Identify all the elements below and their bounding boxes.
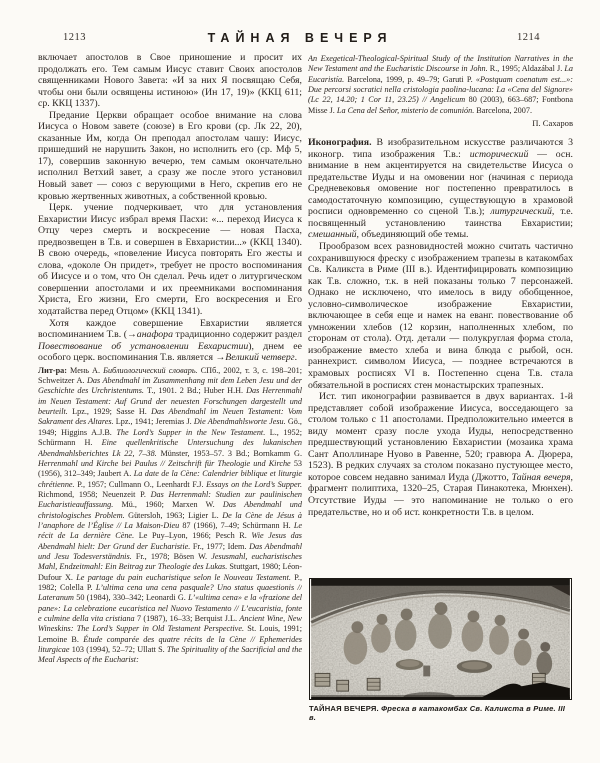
bibliography-continued: An Exegetical-Theological-Spiritual Study of the Institution Narratives in the New Testament and the Eucharistic Discourse in John. R., 1995; Aldazábal J. La Eucaristía. Barcelona, 1999, p. 49–79; Garuti P. «Postquam coenatum est...»: Due percorsi socratici nella cristologia paolina-lucana: La «Cena del Signore» (Lc 22, 14.20; 1 Cor 11, 23.25) // Angelicum 80 (2003), 663–687; Fontbona Misse J. La Cena del Señor, misterio de comunión. Barcelona, 2007. xyxy=(308,54,573,115)
page-number-right: 1214 xyxy=(517,32,540,43)
iconography-paragraph: Прообразом всех разновидностей можно считать частично сохранившуюся фреску с изображением трапезы в катакомбах Св. Каликста в Риме (III в.). Идентифицировать композицию как Т.в. сложно, т.к. в ней показаны только 7 персонажей. Однако не исключено, что имелось в виду обобщенное, условно-символическое изображение Евхаристии, включающее в себя еще и намек на еванг. повествование об умножении хлебов (12 корзин, наполненных хлебом, по сторонам от стола). Отд. детали — полукруглая форма стола, изображение вместо хлеба и вина блюда с рыбой, осн. раннехрист. символом Иисуса, — позднее встречаются в храмовых росписях VI в. Постепенно сцена Т.в. стала обязательной в росписях стен монастырских трапезных. xyxy=(308,240,573,391)
author-signature: П. Сахаров xyxy=(532,118,573,129)
right-column xyxy=(308,52,573,572)
paragraph: Хотя каждое совершение Евхаристии является воспоминанием Т.в. (→анафора традиционно содержит раздел Повествование об установлении Евхаристии), днем ее особого церк. воспоминания Т.в. является →Великий четверг. xyxy=(38,317,302,364)
paragraph-continuation: включает апостолов в Свое приношение и просит их продолжать его. Тем самым Иисус ставит Своих апостолов священниками Нового Завета: «И за них Я посвящаю Себя, чтобы они были освящены истиною» (Ин 17, 19)» (ККЦ 611; ср. ККЦ 1337). xyxy=(38,52,302,110)
iconography-paragraph: Ист. тип иконографии развивается в двух вариантах. 1-й представляет собой изображение Иисуса, восседающего за столом только с 11 апостолами. Предположительно имеется в виду момент сразу после ухода Иуды, непосредственно предшествующий установлению Евхаристии (мозаика храма Сант Аполлинаре Нуово в Равенне, 520; гравюра А. Дюрера, 1523). В редких случаях за столом показано пустующее место, которое совсем недавно занимал Иуда (Джотто, Тайная вечеря, фрагмент полиптиха, 1320–25, Старая Пинакотека, Мюнхен). Отсутствие Иуды — это напоминание не только о его предательстве, но и об ист. конкретности Т.в. в целом. xyxy=(308,391,573,518)
paragraph: Предание Церкви обращает особое внимание на слова Иисуса о Новом завете (союзе) в Его крови (ср. Лк 22, 20), сказанные Им, когда Он преподал апостолам чашу: Иисус, пришедший не нарушить Закон, но исполнить его (ср. Мф 5, 17), совершив законную вечерю, тем самым окончательно исполнил Ветхий завет, а сразу же после этого установил Новый завет — союз с верующими в Него, скрепив его не кровью жертвенных животных, а собственной кровью. xyxy=(38,109,302,202)
paragraph: Церк. учение подчеркивает, что для установления Евхаристии Иисус избрал время Пасхи: «... переход Иисуса к Отцу через смерть и воскресение — новая Пасха, предвозвещен в Т.в. и совершен в Евхаристии...» (ККЦ 1340). В свою очередь, «повеление Иисуса повторять Его жесты и слова, «доколе Он придет», требует не просто воспоминания об Иисусе и о том, что Он сделал. Речь идет о литургическом совершении апостолами и их преемниками воспоминания Христа, Его жизни, Его смерти, Его воскресения и Его ходатайства перед Отцом» (ККЦ 1341). xyxy=(38,202,302,318)
left-column xyxy=(38,52,302,724)
figure-caption: ТАЙНАЯ ВЕЧЕРЯ. Фреска в катакомбах Св. Каликста в Риме. III в. xyxy=(309,704,566,722)
fresco-image xyxy=(309,578,572,700)
bibliography: Лит-ра: Мень А. Библиологический словарь. СПб., 2002, т. 3, с. 198–201; Schweitzer A. Das Abendmahl im Zusammenhang mit dem Leben Jesu und der Geschichte des Urchristentums. T., 1901. 2 Bd.; Huber H.H. Das Herrenmahl im Neuen Testament: Auf Grund der neuesten Forschungen dargestellt und beurteilt. Lpz., 1929; Sasse H. Das Abendmahl im Neuen Testament: Vom Sakrament des Altares. Lpz., 1941; Jeremias J. Die Abendmahlsworte Jesu. Gö., 1949; Higgins A.J.B. The Lord’s Supper in the New Testament. L., 1952; Schürmann H. Eine quellenkritische Untersuchung des lukanischen Abendmahlsberichtes Lk 22, 7–38. Münster, 1953–57. 3 Bd.; Bornkamm G. Herrenmahl und Kirche bei Paulus // Zeitschrift für Theologie und Kirche 53 (1956), 312–349; Jaubert A. La date de la Cène: Calendrier biblique et liturgie chrétienne. P., 1957; Cullmann O., Leenhardt F.J. Essays on the Lord’s Supper. Richmond, 1958; Neuenzeit P. Das Herrenmahl: Studien zur paulinischen Eucharistieauffassung. Mü., 1960; Marxen W. Das Abendmahl und christologisches Problem. Gütersloh, 1963; Ligier L. De la Cène de Jésus à l’anaphore de l’Église // La Maison-Dieu 87 (1966), 7–49; Schürmann H. Le récit de La dernière Cène. Le Puy–Lyon, 1966; Pesch R. Wie Jesus das Abendmahl hielt: Der Grund der Eucharistie. Fr., 1977; Idem. Das Abendmahl und Jesu Todesverständnis. Fr., 1978; Bösen W. Jesusmahl, eucharistisches Mahl, Endzeitmahl: Ein Beitrag zur Theologie des Lukas. Stuttgart, 1980; Léon-Dufour X. Le partage du pain eucharistique selon le Nouveau Testament. P., 1982; Colella P. L’ultima cena una cena pasquale? Uno status quaestionis // Lateranum 50 (1984), 330–342; Leonardi G. L’«ultima cena» e la «frazione del pane»: La celebrazione eucaristica nel Nuovo Testamento // L’eucaristia, fonte e culmine della vita cristiana 7 (1987), 16–33; Berquist J.L. Ancient Wine, New Wineskins: The Lord’s Supper in Old Testament Perspective. St. Louis, 1991; Lemoine B. Étude comparée des quatre récits de la Cène // Ephemerides liturgicae 103 (1994), 52–72; Ullatt S. The Spirituality of the Sacrificial and the Meal Aspects of the Eucharist: xyxy=(38,365,302,665)
iconography-paragraph: Иконография. В изобразительном искусстве различаются 3 иконогр. типа изображения Т.в.: исторический — осн. внимание в нем акцентируется на свидетельстве Иисуса о предательстве Иуды и на омовении ног (начиная с периода Средневековья омовение ног постепенно превратилось в самодостаточную композицию, существующую в храмовой росписи одновременно со сценой Т.в.); литургический, т.е. посвященный установлению таинства Евхаристии; смешанный, объединяющий обе темы. xyxy=(308,137,573,241)
page-title: ТАЙНАЯ ВЕЧЕРЯ xyxy=(207,31,393,45)
page-number-left: 1213 xyxy=(63,32,86,43)
fresco-figure xyxy=(309,578,573,722)
